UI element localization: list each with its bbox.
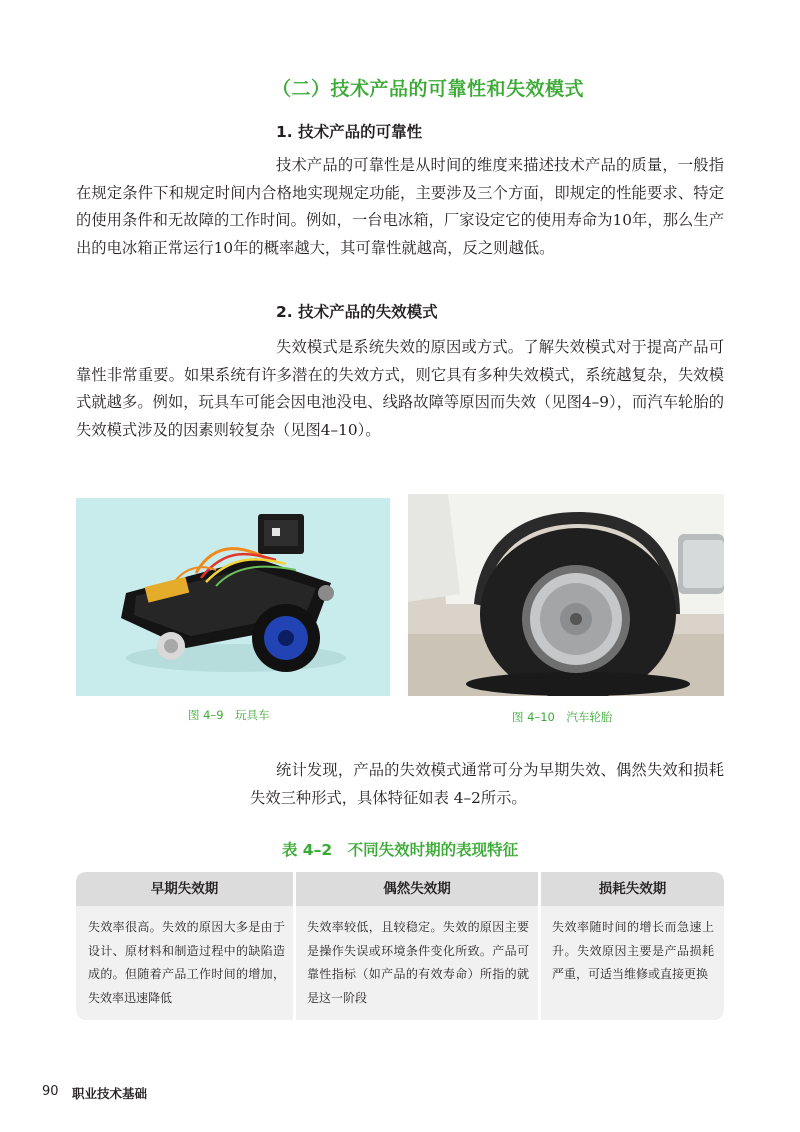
figure-caption-toy-car: 图 4–9 玩具车 <box>188 708 270 722</box>
table-divider <box>538 872 541 1020</box>
book-title: 职业技术基础 <box>72 1086 148 1101</box>
paragraph-failure-modes: 失效模式是系统失效的原因或方式。了解失效模式对于提高产品可靠性非常重要。如果系统有许多潜在的失效方式，则它具有多种失效模式，系统越复杂，失效模式就越多。例如，玩具车可能会因电池没电、线路故障等原因而失效（见图4–9），而汽车轮胎的失效模式涉及的因素则较复杂（见图4–10）。 <box>76 338 724 439</box>
subsection-heading-reliability: 1. 技术产品的可靠性 <box>276 123 423 141</box>
section-title: （二）技术产品的可靠性和失效模式 <box>272 78 585 100</box>
paragraph-reliability: 技术产品的可靠性是从时间的维度来描述技术产品的质量，一般指在规定条件下和规定时间内合格地实现规定功能，主要涉及三个方面，即规定的性能要求、特定的使用条件和无故障的工作时间。例如，一台电冰箱，厂家设定它的使用寿命为10年，那么生产出的电冰箱正常运行10年的概率越大，其可靠性就越高，反之则越低。 <box>76 156 724 257</box>
table-header-random: 偶然失效期 <box>383 881 451 897</box>
table-header-wearout: 损耗失效期 <box>598 881 667 897</box>
table-title: 表 4–2 不同失效时期的表现特征 <box>281 841 519 859</box>
failure-period-table <box>76 872 724 1020</box>
page-number: 90 <box>42 1084 59 1099</box>
toy-car-image <box>76 498 390 696</box>
table-header-early: 早期失效期 <box>150 881 219 897</box>
table-cell-wearout: 失效率随时间的增长而急速上升。失效原因主要是产品损耗严重，可适当维修或直接更换 <box>552 920 714 981</box>
figure-caption-car-tire: 图 4–10 汽车轮胎 <box>512 710 613 724</box>
subsection-heading-failure-modes: 2. 技术产品的失效模式 <box>276 303 438 321</box>
table-cell-early: 失效率很高。失效的原因大多是由于设计、原材料和制造过程中的缺陷造成的。但随着产品工作时间的增加，失效率迅速降低 <box>88 920 285 1005</box>
flat-tire-illustration <box>408 494 724 696</box>
table-cell-random: 失效率较低，且较稳定。失效的原因主要是操作失误或环境条件变化所致。产品可靠性指标（如产品的有效寿命）所指的就是这一阶段 <box>307 920 529 1005</box>
car-tire-image <box>408 494 724 696</box>
table-divider <box>293 872 296 1020</box>
toy-car-illustration <box>76 498 390 696</box>
paragraph-statistics: 统计发现，产品的失效模式通常可分为早期失效、偶然失效和损耗失效三种形式，具体特征如表 4–2所示。 <box>250 761 724 807</box>
